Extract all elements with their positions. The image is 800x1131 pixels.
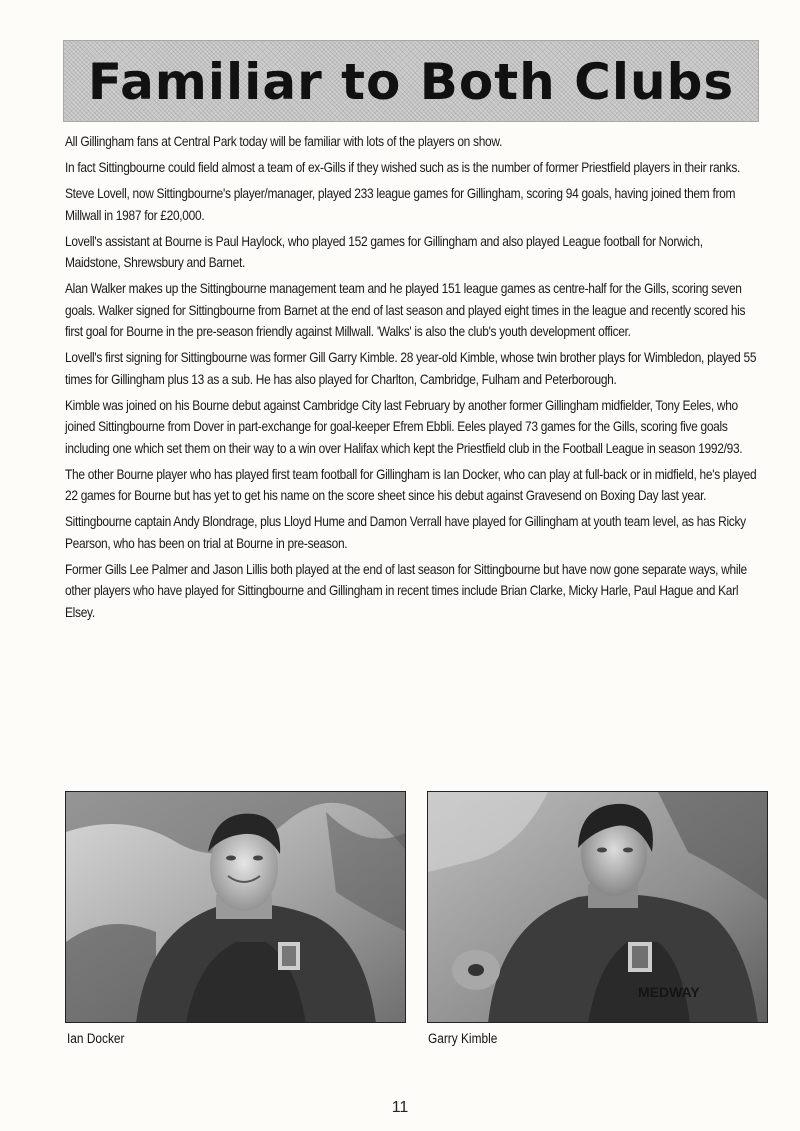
paragraph: Kimble was joined on his Bourne debut against Cambridge City last February by another former Gillingham midfielder, Tony Eeles, who joined Sittingbourne from Dover in part-exchange for goal-keeper Efrem Ebbli. Eeles played 73 games for the Gills, scoring five goals including one which set them on their way to a win over Halifax which kept the Priestfield club in the Football League in season 1992/93.: [65, 397, 743, 456]
paragraph: Alan Walker makes up the Sittingbourne management team and he played 151 league games as centre-half for the Gills, scoring seven goals. Walker signed for Sittingbourne from Barnet at the end of last season and played eight times in the league and recently scored his first goal for Bourne in the pre-season friendly against Millwall. 'Walks' is also the club's youth development officer.: [65, 281, 746, 339]
paragraph: Lovell's first signing for Sittingbourne was former Gill Garry Kimble. 28 year-old Kimble, whose twin brother plays for Wimbledon, played 55 times for Gillingham plus 13 as a sub. He has also played for Charlton, Cambridge, Fulham and Peterborough.: [65, 350, 757, 387]
paragraph: All Gillingham fans at Central Park today will be familiar with lots of the players on show.: [65, 134, 503, 149]
paragraph: Former Gills Lee Palmer and Jason Lillis both played at the end of last season for Sittingbourne but have now gone separate ways, while other players who have played for Sittingbourne and Gillingham in recent times include Brian Clarke, Micky Harle, Paul Hague and Karl Elsey.: [65, 561, 747, 620]
caption-garry-kimble: Garry Kimble: [428, 1031, 498, 1046]
page-title: Familiar to Both Clubs: [87, 53, 735, 111]
title-banner: [63, 40, 759, 122]
shirt-sponsor-text: MEDWAY: [638, 984, 700, 1000]
paragraph: In fact Sittingbourne could field almost a team of ex-Gills if they wished such as is the number of former Priestfield players in their ranks.: [65, 160, 741, 175]
paragraph: Lovell's assistant at Bourne is Paul Haylock, who played 152 games for Gillingham and also played League football for Norwich, Maidstone, Shrewsbury and Barnet.: [65, 233, 703, 270]
page-number: 11: [391, 1099, 409, 1116]
photo-ian-docker: [65, 791, 406, 1023]
photo-garry-kimble: [427, 791, 768, 1023]
caption-ian-docker: Ian Docker: [67, 1031, 125, 1046]
photo-ian-docker-image: [66, 792, 406, 1023]
paragraph: Sittingbourne captain Andy Blondrage, plus Lloyd Hume and Damon Verrall have played for Gillingham at youth team level, as has Ricky Pearson, who has been on trial at Bourne in pre-season.: [65, 514, 746, 551]
paragraph: The other Bourne player who has played first team football for Gillingham is Ian Docker, who can play at full-back or in midfield, he's played 22 games for Bourne but has yet to get his name on the score sheet since his debut against Gravesend on Boxing Day last year.: [65, 466, 757, 503]
paragraph: Steve Lovell, now Sittingbourne's player/manager, played 233 league games for Gillingham, scoring 94 goals, having joined them from Millwall in 1987 for £20,000.: [65, 186, 736, 223]
article-body: [65, 131, 757, 628]
photo-garry-kimble-image: [428, 792, 768, 1023]
